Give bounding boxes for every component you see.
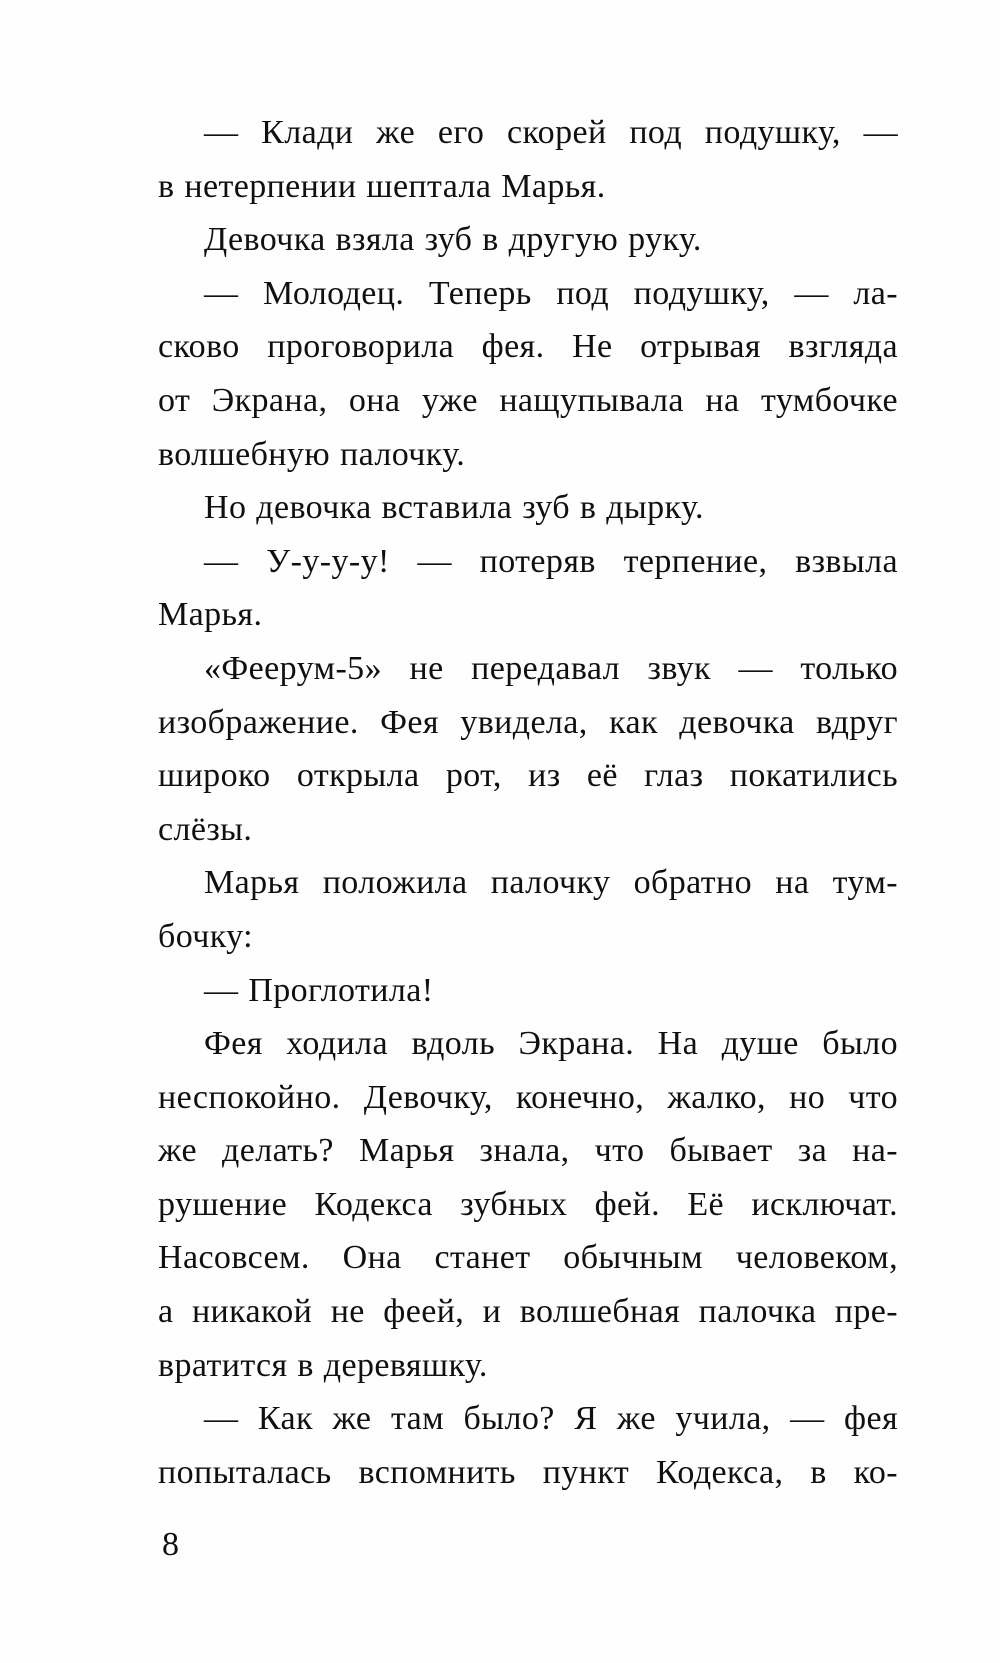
text-line: вратится в деревяшку. — [158, 1346, 488, 1384]
text-line: слёзы. — [158, 810, 253, 848]
text-line: — Как же там было? Я же учила, — фея — [204, 1400, 898, 1438]
text-line: — Молодец. Теперь под подушку, — ла- — [204, 274, 898, 312]
text-line: Девочка взяла зуб в другую руку. — [204, 221, 702, 259]
text-line: а никакой не феей, и волшебная палочка пре- — [158, 1293, 898, 1331]
text-line: волшебную палочку. — [158, 435, 466, 473]
text-line: неспокойно. Девочку, конечно, жалко, но что — [158, 1078, 898, 1116]
text-line: попыталась вспомнить пункт Кодекса, в ко- — [158, 1453, 898, 1491]
text-line: Насовсем. Она станет обычным человеком, — [158, 1239, 898, 1277]
text-line: — У-у-у-у! — потеряв терпение, взвыла — [204, 542, 898, 580]
text-line: Фея ходила вдоль Экрана. На душе было — [204, 1025, 898, 1063]
text-line: бочку: — [158, 917, 253, 955]
text-line: Марья положила палочку обратно на тум- — [204, 864, 898, 902]
text-line: — Клади же его скорей под подушку, — — [204, 114, 898, 151]
text-line: сково проговорила фея. Не отрывая взгляда — [158, 328, 898, 366]
text-line: «Феерум-5» не передавал звук — только — [204, 649, 898, 687]
text-line: — Проглотила! — [204, 971, 434, 1009]
text-line: в нетерпении шептала Марья. — [158, 167, 606, 205]
text-line: рушение Кодекса зубных фей. Её исключат. — [158, 1185, 898, 1223]
page-number: 8 — [162, 1526, 179, 1563]
text-line: же делать? Марья знала, что бывает за на- — [158, 1132, 898, 1170]
text-line: изображение. Фея увидела, как девочка вдруг — [158, 703, 898, 741]
text-line: Марья. — [158, 596, 263, 634]
page-text — [158, 106, 898, 1499]
text-line: Но девочка вставила зуб в дырку. — [204, 489, 704, 527]
text-line: от Экрана, она уже нащупывала на тумбочке — [158, 381, 898, 419]
text-line: широко открыла рот, из её глаз покатились — [158, 757, 898, 795]
